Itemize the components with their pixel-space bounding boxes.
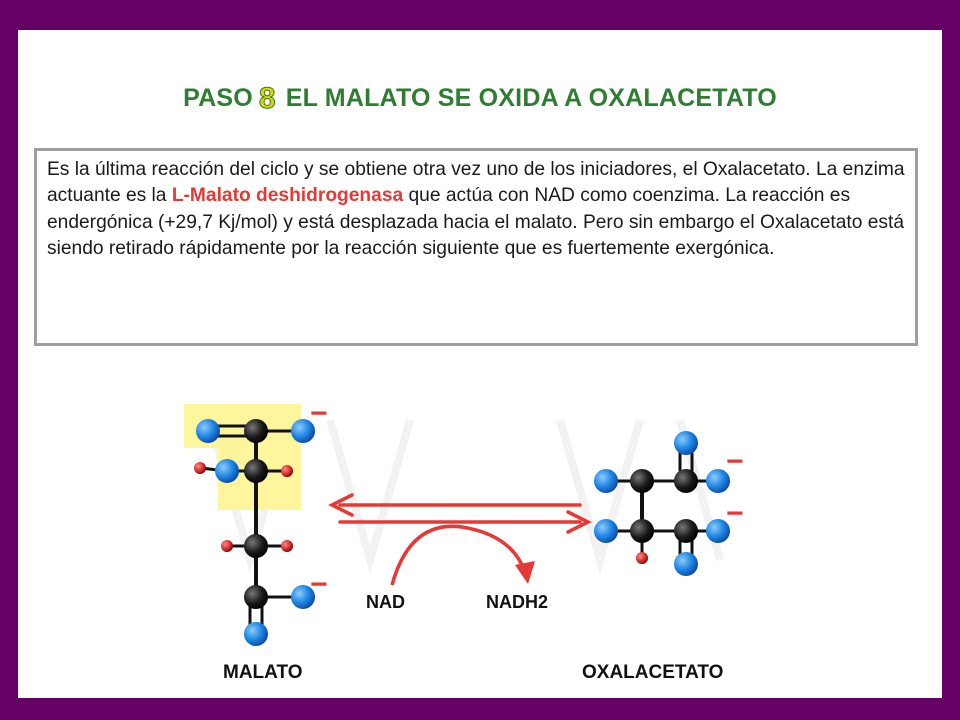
enzyme-name: L-Malato deshidrogenasa (171, 185, 404, 207)
hydrogen-atom (194, 462, 206, 474)
oxygen-atom (674, 431, 698, 455)
negative-charge: − (310, 568, 328, 601)
step-number: 8 (258, 82, 276, 115)
negative-charge: − (310, 397, 328, 430)
cofactor-arrow-head (515, 561, 535, 584)
oxygen-atom (594, 469, 618, 493)
negative-charge: − (726, 497, 744, 530)
carbon-atom (244, 534, 268, 558)
negative-charge: − (726, 445, 744, 478)
title-text: EL MALATO SE OXIDA A OXALACETATO (285, 84, 777, 112)
carbon-atom (244, 585, 268, 609)
carbon-atom (630, 519, 654, 543)
cofactor-nadh2-label: NADH2 (486, 592, 549, 612)
carbon-atom (674, 469, 698, 493)
carbon-atom (244, 459, 268, 483)
oxygen-atom (215, 459, 239, 483)
malato-molecule (184, 397, 328, 646)
description-text-2: que actúa con NAD como coenzima. La reacción es endergónica (+29,7 Kj/mol) y está desplazada hacia el malato. Pero sin embargo el Oxalacetato está siendo retirado rápidamente por la reacción siguiente que es fuertemente exergónica. (47, 185, 905, 260)
title-prefix: PASO (183, 84, 253, 112)
oxygen-atom (244, 622, 268, 646)
hydrogen-atom (221, 540, 233, 552)
cofactor-nad-label: NAD (366, 592, 405, 612)
carbon-atom (630, 469, 654, 493)
oxygen-atom (594, 519, 618, 543)
oxygen-atom (674, 552, 698, 576)
hydrogen-atom (636, 552, 648, 564)
carbon-atom (674, 519, 698, 543)
cofactor-arrow (392, 526, 525, 585)
hydrogen-atom (281, 540, 293, 552)
description-text-1: Es la última reacción del ciclo y se obtiene otra vez uno de los iniciadores, el Oxalacetato. La enzima actuante es la (47, 159, 905, 207)
hydrogen-atom (281, 465, 293, 477)
oxalacetato-label: OXALACETATO (582, 662, 724, 683)
malato-label: MALATO (223, 662, 303, 683)
carbon-atom (244, 419, 268, 443)
oxygen-atom (196, 419, 220, 443)
